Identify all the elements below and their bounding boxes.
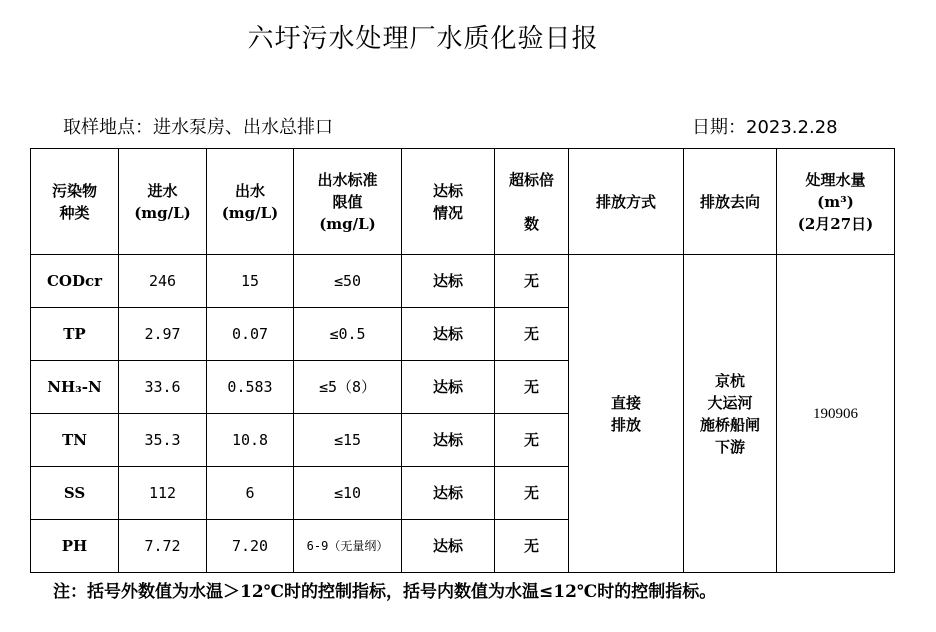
pollutant-name: SS — [31, 467, 119, 520]
report-title: 六圩污水处理厂水质化验日报 — [247, 24, 599, 54]
water-quality-table — [30, 148, 895, 573]
pollutant-name: TP — [31, 308, 119, 361]
compliance-status: 达标 — [402, 414, 495, 467]
header-flow: 处理水量 (m³) (2月27日) — [777, 149, 895, 255]
influent-value: 2.97 — [119, 308, 207, 361]
limit-value: ≤15 — [294, 414, 402, 467]
flow-value: 190906 — [777, 255, 895, 573]
header-compliance: 达标 情况 — [402, 149, 495, 255]
pollutant-name: CODcr — [31, 255, 119, 308]
discharge-method-cell: 直接 排放 — [569, 255, 684, 573]
effluent-value: 0.07 — [207, 308, 294, 361]
effluent-value: 0.583 — [207, 361, 294, 414]
exceed-value: 无 — [495, 361, 569, 414]
effluent-value: 15 — [207, 255, 294, 308]
exceed-value: 无 — [495, 520, 569, 573]
compliance-status: 达标 — [402, 467, 495, 520]
effluent-value: 10.8 — [207, 414, 294, 467]
header-exceed: 超标倍 数 — [495, 149, 569, 255]
footnote: 注：括号外数值为水温＞12℃时的控制指标，括号内数值为水温≤12℃时的控制指标。 — [53, 582, 717, 602]
exceed-value: 无 — [495, 255, 569, 308]
sampling-location: 取样地点：进水泵房、出水总排口 — [63, 117, 333, 138]
limit-value: 6-9（无量纲） — [294, 520, 402, 573]
report-date: 日期：2023.2.28 — [692, 117, 838, 138]
pollutant-name: TN — [31, 414, 119, 467]
exceed-value: 无 — [495, 414, 569, 467]
limit-value: ≤50 — [294, 255, 402, 308]
influent-value: 33.6 — [119, 361, 207, 414]
effluent-value: 7.20 — [207, 520, 294, 573]
effluent-value: 6 — [207, 467, 294, 520]
influent-value: 35.3 — [119, 414, 207, 467]
header-effluent: 出水 (mg/L) — [207, 149, 294, 255]
compliance-status: 达标 — [402, 308, 495, 361]
limit-value: ≤10 — [294, 467, 402, 520]
limit-value: ≤0.5 — [294, 308, 402, 361]
table-header-row — [31, 149, 895, 255]
header-pollutant: 污染物 种类 — [31, 149, 119, 255]
influent-value: 246 — [119, 255, 207, 308]
header-discharge-method: 排放方式 — [569, 149, 684, 255]
pollutant-name: NH₃-N — [31, 361, 119, 414]
pollutant-name: PH — [31, 520, 119, 573]
influent-value: 7.72 — [119, 520, 207, 573]
compliance-status: 达标 — [402, 520, 495, 573]
compliance-status: 达标 — [402, 255, 495, 308]
header-limit: 出水标准 限值 (mg/L) — [294, 149, 402, 255]
influent-value: 112 — [119, 467, 207, 520]
header-influent: 进水 (mg/L) — [119, 149, 207, 255]
exceed-value: 无 — [495, 308, 569, 361]
exceed-value: 无 — [495, 467, 569, 520]
discharge-direction-cell: 京杭 大运河 施桥船闸 下游 — [684, 255, 777, 573]
compliance-status: 达标 — [402, 361, 495, 414]
header-discharge-direction: 排放去向 — [684, 149, 777, 255]
limit-value: ≤5（8） — [294, 361, 402, 414]
table-row — [31, 255, 895, 308]
